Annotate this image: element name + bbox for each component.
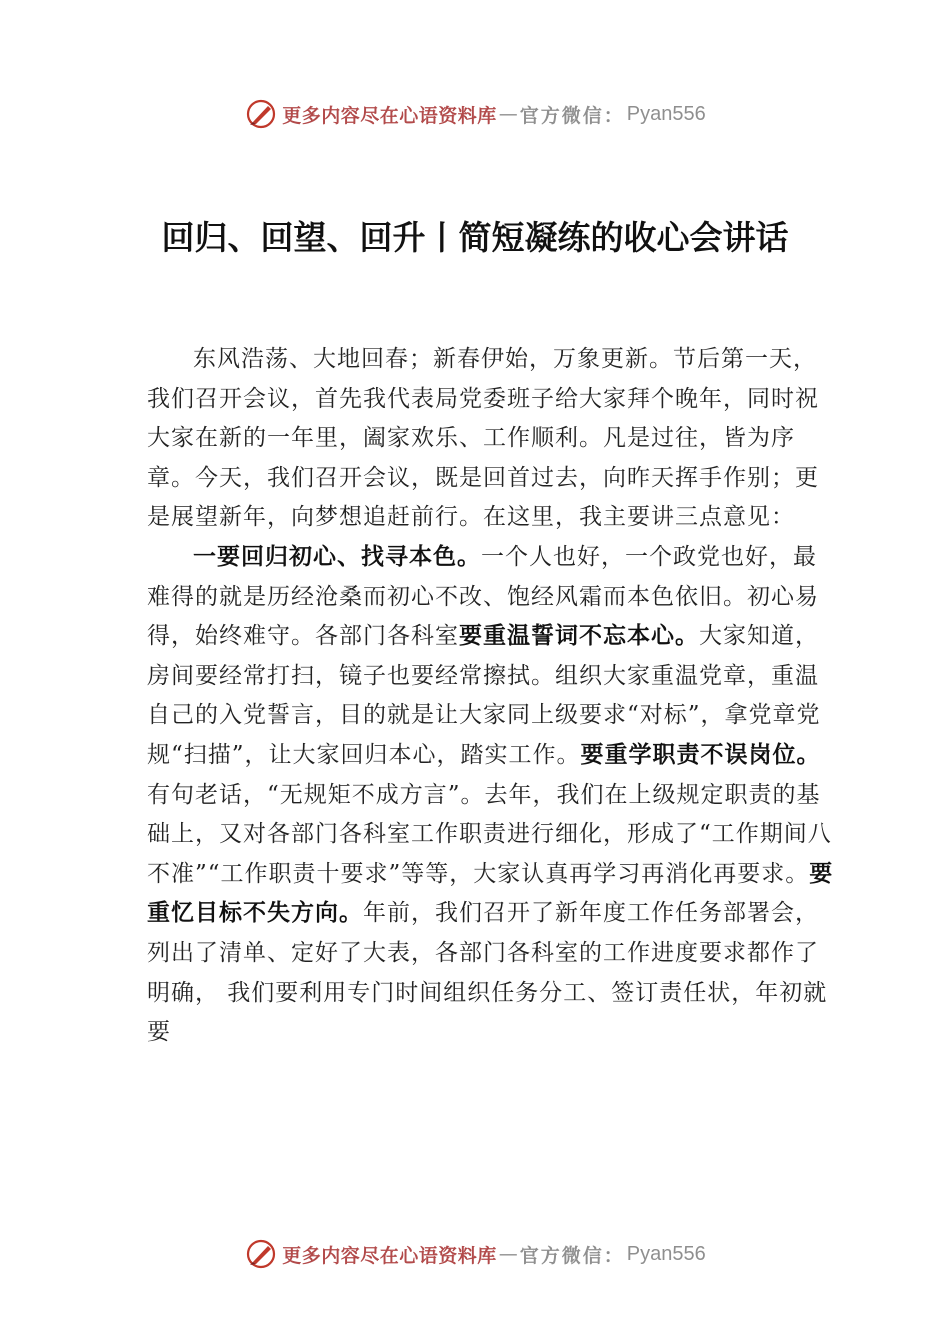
footer-banner-wechat-id: Pyan556 — [626, 1242, 706, 1265]
paragraph-point-one — [147, 538, 837, 1053]
header-banner — [0, 94, 950, 134]
footer-banner — [0, 1234, 950, 1274]
banner-separator: — — [498, 103, 518, 125]
point-one-bold-2: 要重学职责不误岗位。 — [580, 741, 821, 768]
point-one-bold-1: 要重温誓词不忘本心。 — [459, 623, 699, 650]
footer-banner-separator: — — [498, 1243, 518, 1265]
point-one-text-4: 年前，我们召开了新年度工作任务部署会，列出了清单、定好了大表，各部门各科室的工作进度要求都作了明确， 我们要利用专门时间组织任务分工、签订责任状，年初就要 — [147, 900, 828, 1046]
point-one-text-2: 大家知道，房间要经常打扫，镜子也要经常擦拭。组织大家重温党章，重温自己的入党誓言，目的就是让大家同上级要求“对标”，拿党章党规“扫描”，让大家回归本心，踏实工作。 — [147, 623, 821, 768]
point-one-text-3: 有句老话，“无规矩不成方言”。去年，我们在上级规定职责的基础上，又对各部门各科室工作职责进行细化，形成了“工作期间八不准”“工作职责十要求”等等，大家认真再学习再消化再要求。 — [147, 781, 832, 887]
footer-banner-label: 官方微信： — [519, 1244, 625, 1267]
point-one-text-1: 一个人也好，一个政党也好，最难得的就是历经沧桑而初心不改、饱经风霜而本色依旧。初心易得，始终难守。各部门各科室 — [147, 543, 819, 650]
banner-wechat-id: Pyan556 — [626, 102, 706, 125]
paragraph-intro: 东风浩荡、大地回春；新春伊始，万象更新。节后第一天，我们召开会议，首先我代表局党委班子给大家拜个晚年，同时祝大家在新的一年里，阖家欢乐、工作顺利。凡是过往，皆为序章。今天，我们召开会议，既是回首过去，向昨天挥手作别；更是展望新年，向梦想追赶前行。在这里，我主要讲三点意见： — [147, 346, 819, 531]
document-title: 回归、回望、回升丨简短凝练的收心会讲话 — [161, 218, 789, 257]
point-one-heading: 一要回归初心、找寻本色。 — [193, 543, 481, 570]
banner-label: 官方微信： — [519, 104, 625, 127]
footer-banner-main-text: 更多内容尽在心语资料库 — [282, 1244, 497, 1267]
pen-logo-icon — [244, 1237, 278, 1271]
pen-logo-icon — [244, 97, 278, 131]
point-one-bold-3: 要重忆目标不失方向。 — [147, 860, 834, 927]
document-body — [147, 340, 837, 1053]
banner-main-text: 更多内容尽在心语资料库 — [282, 104, 497, 127]
